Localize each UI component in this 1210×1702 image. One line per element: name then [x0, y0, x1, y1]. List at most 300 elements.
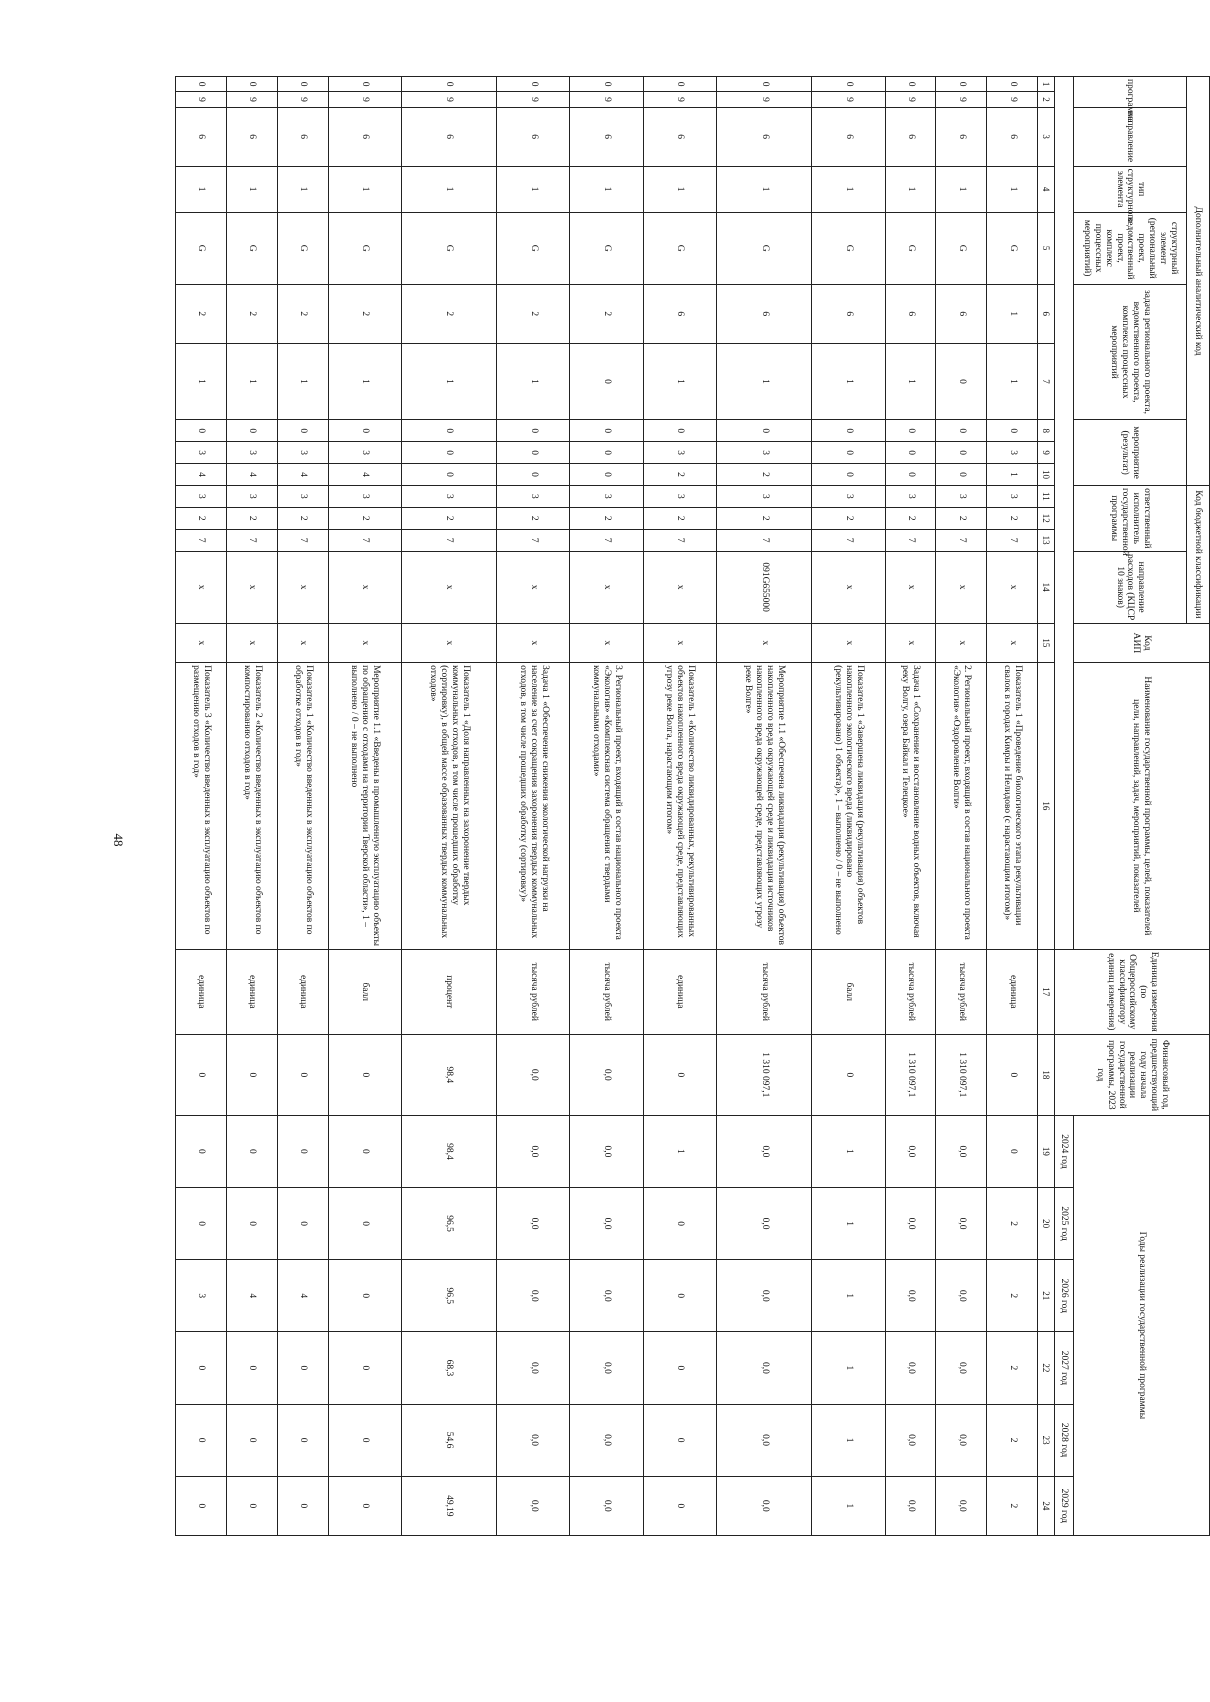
year-value-cell: 0 [176, 1476, 227, 1535]
code-cell: 1 [987, 166, 1038, 212]
code-cell: 4 [328, 464, 401, 486]
code-cell: 4 [226, 464, 277, 486]
code-cell: 0 [401, 77, 497, 92]
code-cell: 1 [936, 166, 987, 212]
code-cell: 1 [716, 343, 812, 420]
code-cell: 0 [328, 420, 401, 442]
code-cell: 9 [226, 92, 277, 107]
code-cell: 2 [328, 507, 401, 529]
code-cell: 9 [497, 92, 570, 107]
code-cell: x [277, 623, 328, 662]
index-cell: 17 [1038, 949, 1055, 1034]
year-value-cell: 0 [226, 1476, 277, 1535]
unit-cell: тысяча рублей [936, 949, 987, 1034]
year-value-cell: 0 [328, 1188, 401, 1260]
year-value-cell: 0 [328, 1404, 401, 1476]
code-cell: 2 [812, 507, 885, 529]
rotated-table-container [175, 76, 1210, 1536]
index-cell: 21 [1038, 1260, 1055, 1332]
year-value-cell: 49,19 [401, 1476, 497, 1535]
fin-year-cell: 0,0 [497, 1034, 570, 1115]
unit-cell: тысяча рублей [716, 949, 812, 1034]
code-cell: 2 [401, 284, 497, 343]
code-cell: 0 [176, 77, 227, 92]
year-value-cell: 0 [328, 1115, 401, 1187]
code-cell: 0 [885, 442, 936, 464]
year-value-cell: 0,0 [936, 1332, 987, 1404]
code-cell: x [497, 623, 570, 662]
table-row [716, 77, 812, 1536]
code-cell: 2 [226, 284, 277, 343]
row-name: Мероприятие 1.1 «Обеспечена ликвидация (рекультивация) объектов накопленного вреда окружающей среде и ликвидация источников накопленного вреда окружающей среде, представляющих угрозу реке Волге» [716, 663, 812, 950]
header-year-2029: 2029 год [1055, 1476, 1074, 1535]
year-value-cell: 0 [277, 1115, 328, 1187]
code-cell: 0 [716, 77, 812, 92]
code-cell: 0 [936, 420, 987, 442]
code-cell: 1 [328, 343, 401, 420]
code-cell: x [176, 623, 227, 662]
code-cell: 0 [936, 77, 987, 92]
unit-cell: тысяча рублей [497, 949, 570, 1034]
code-cell: G [497, 212, 570, 284]
index-cell: 19 [1038, 1115, 1055, 1187]
header-year-2028: 2028 год [1055, 1404, 1074, 1476]
row-name: Показатель 2 «Количество введенных в эксплуатацию объектов по компостированию отходов в год» [226, 663, 277, 950]
code-cell: 0 [226, 420, 277, 442]
year-value-cell: 0,0 [497, 1404, 570, 1476]
code-cell: x [987, 623, 1038, 662]
code-cell: 0 [987, 420, 1038, 442]
fin-year-cell: 0 [277, 1034, 328, 1115]
table-row [328, 77, 401, 1536]
code-cell: x [226, 551, 277, 623]
year-value-cell: 0,0 [497, 1260, 570, 1332]
code-cell: 6 [328, 107, 401, 166]
code-cell: x [885, 551, 936, 623]
code-cell: 7 [643, 529, 716, 551]
year-value-cell: 0 [277, 1332, 328, 1404]
year-value-cell: 0,0 [497, 1476, 570, 1535]
unit-cell: балл [328, 949, 401, 1034]
index-cell: 7 [1038, 343, 1055, 420]
code-cell: 0 [176, 420, 227, 442]
year-value-cell: 0 [328, 1332, 401, 1404]
code-cell: 2 [885, 507, 936, 529]
code-cell: 6 [716, 284, 812, 343]
row-name: Показатель 1 «Завершена ликвидация (рекультивация) объектов накопленного экологического вреда (ликвидировано (рекультивировано) 1 объекта)», 1 – выполнено / 0 – не выполнено [812, 663, 885, 950]
index-cell: 11 [1038, 485, 1055, 507]
code-cell: 0 [570, 442, 643, 464]
code-cell: G [277, 212, 328, 284]
code-cell: x [328, 551, 401, 623]
code-cell: 6 [176, 107, 227, 166]
code-cell: 1 [401, 343, 497, 420]
code-cell: x [643, 623, 716, 662]
index-row [1038, 77, 1055, 1536]
year-value-cell: 0,0 [497, 1332, 570, 1404]
code-cell: 9 [643, 92, 716, 107]
year-value-cell: 0 [643, 1332, 716, 1404]
header-spacer [1055, 77, 1074, 950]
header-otv: ответственный исполнитель государственной программы [1074, 485, 1187, 551]
code-cell: 2 [497, 284, 570, 343]
code-cell: x [570, 623, 643, 662]
page-number: 48 [111, 833, 126, 847]
code-cell: 3 [176, 485, 227, 507]
code-cell: 2 [936, 507, 987, 529]
code-cell: 3 [716, 442, 812, 464]
row-name: 3. Региональный проект, входящий в состав национального проекта «Экология» «Комплексная система обращения с твердыми коммунальными отходами» [570, 663, 643, 950]
fin-year-cell: 1 310 097,1 [716, 1034, 812, 1115]
code-cell: x [716, 623, 812, 662]
program-table [175, 76, 1210, 1536]
code-cell: 9 [716, 92, 812, 107]
year-value-cell: 0,0 [716, 1332, 812, 1404]
unit-cell: процент [401, 949, 497, 1034]
code-cell: 1 [277, 166, 328, 212]
index-cell: 20 [1038, 1188, 1055, 1260]
code-cell: 6 [226, 107, 277, 166]
row-name: Показатель 1 «Количество введенных в эксплуатацию объектов по обработке отходов в год» [277, 663, 328, 950]
code-cell: 2 [176, 507, 227, 529]
code-cell: G [328, 212, 401, 284]
year-value-cell: 0 [987, 1115, 1038, 1187]
index-cell: 12 [1038, 507, 1055, 529]
year-value-cell: 0,0 [716, 1115, 812, 1187]
header-years-group: Годы реализации государственной программы [1074, 1115, 1210, 1535]
code-cell: 3 [497, 485, 570, 507]
index-cell: 22 [1038, 1332, 1055, 1404]
year-value-cell: 0 [643, 1260, 716, 1332]
code-cell: 0 [328, 77, 401, 92]
index-cell: 5 [1038, 212, 1055, 284]
code-cell: 7 [497, 529, 570, 551]
index-cell: 16 [1038, 663, 1055, 950]
code-cell: x [812, 551, 885, 623]
fin-year-cell: 0 [328, 1034, 401, 1115]
header-analytic-code: Дополнительный аналитический код [1187, 77, 1210, 486]
code-cell: x [497, 551, 570, 623]
year-value-cell: 98,4 [401, 1115, 497, 1187]
code-cell: 1 [328, 166, 401, 212]
table-row [643, 77, 716, 1536]
code-cell: 1 [277, 343, 328, 420]
index-cell: 2 [1038, 92, 1055, 107]
code-cell: 2 [570, 507, 643, 529]
table-row [497, 77, 570, 1536]
code-cell: 9 [570, 92, 643, 107]
index-cell: 15 [1038, 623, 1055, 662]
code-cell: 0 [885, 464, 936, 486]
code-cell: x [570, 551, 643, 623]
code-cell: 0 [570, 464, 643, 486]
table-row [226, 77, 277, 1536]
code-cell: 2 [277, 284, 328, 343]
code-cell: 3 [987, 485, 1038, 507]
code-cell: 2 [328, 284, 401, 343]
code-cell: 0 [401, 420, 497, 442]
index-cell: 9 [1038, 442, 1055, 464]
header-tip: тип структурного элемента [1074, 166, 1187, 212]
index-cell: 6 [1038, 284, 1055, 343]
code-cell: x [643, 551, 716, 623]
code-cell: 2 [497, 507, 570, 529]
code-cell: 7 [936, 529, 987, 551]
code-cell: 0 [570, 420, 643, 442]
code-cell: 0 [277, 420, 328, 442]
code-cell: 2 [570, 284, 643, 343]
code-cell: 3 [277, 442, 328, 464]
year-value-cell: 0,0 [885, 1115, 936, 1187]
code-cell: 6 [643, 107, 716, 166]
year-value-cell: 2 [987, 1260, 1038, 1332]
fin-year-cell: 0 [812, 1034, 885, 1115]
unit-cell: единица [226, 949, 277, 1034]
year-value-cell: 4 [226, 1260, 277, 1332]
header-name: Наименование государственной программы, целей, показателей цели, направлений, задач, мероприятий, показателей [1074, 663, 1210, 950]
code-cell: G [987, 212, 1038, 284]
year-value-cell: 0 [328, 1476, 401, 1535]
code-cell: 6 [936, 284, 987, 343]
header-year-2024: 2024 год [1055, 1115, 1074, 1187]
code-cell: G [401, 212, 497, 284]
year-value-cell: 0,0 [936, 1115, 987, 1187]
year-value-cell: 0,0 [570, 1332, 643, 1404]
year-value-cell: 1 [812, 1115, 885, 1187]
code-cell: 3 [328, 442, 401, 464]
year-value-cell: 0 [277, 1476, 328, 1535]
year-value-cell: 0,0 [716, 1260, 812, 1332]
row-name: Показатель 3 «Количество введенных в эксплуатацию объектов по размещению отходов в год» [176, 663, 227, 950]
year-value-cell: 0 [176, 1115, 227, 1187]
code-cell: 1 [401, 166, 497, 212]
code-cell: 6 [277, 107, 328, 166]
code-cell: 0 [936, 442, 987, 464]
code-cell: 1 [987, 284, 1038, 343]
code-cell: 7 [176, 529, 227, 551]
code-cell: 1 [570, 166, 643, 212]
index-cell: 3 [1038, 107, 1055, 166]
code-cell: 1 [812, 343, 885, 420]
fin-year-cell: 0 [176, 1034, 227, 1115]
fin-year-cell: 98,4 [401, 1034, 497, 1115]
code-cell: 2 [716, 507, 812, 529]
code-cell: 1 [812, 166, 885, 212]
code-cell: G [885, 212, 936, 284]
code-cell: 7 [812, 529, 885, 551]
code-cell: 4 [277, 464, 328, 486]
code-cell: 2 [987, 507, 1038, 529]
index-cell: 8 [1038, 420, 1055, 442]
code-cell: G [936, 212, 987, 284]
code-cell: x [226, 623, 277, 662]
year-value-cell: 96,5 [401, 1260, 497, 1332]
table-row [987, 77, 1038, 1536]
code-cell: G [716, 212, 812, 284]
year-value-cell: 0,0 [570, 1188, 643, 1260]
code-cell: 0 [643, 420, 716, 442]
unit-cell: балл [812, 949, 885, 1034]
code-cell: 3 [987, 442, 1038, 464]
code-cell: 3 [401, 485, 497, 507]
table-row [277, 77, 328, 1536]
year-value-cell: 0,0 [936, 1404, 987, 1476]
code-cell: 1 [716, 166, 812, 212]
code-cell: 1 [987, 464, 1038, 486]
code-cell: 3 [176, 442, 227, 464]
code-cell: 7 [226, 529, 277, 551]
code-cell: 6 [716, 107, 812, 166]
code-cell: 0 [570, 77, 643, 92]
index-cell: 18 [1038, 1034, 1055, 1115]
year-value-cell: 1 [812, 1404, 885, 1476]
year-value-cell: 96,5 [401, 1188, 497, 1260]
row-name: Мероприятие 1.1 «Введены в промышленную эксплуатацию объекты по обращению с отходами на территории Тверской области», 1 – выполнено / 0 – не выполнено [328, 663, 401, 950]
code-cell: G [812, 212, 885, 284]
code-cell: 6 [936, 107, 987, 166]
code-cell: 2 [226, 507, 277, 529]
code-cell: 091G655000 [716, 551, 812, 623]
header-programma: программа [1074, 77, 1187, 108]
code-cell: 3 [716, 485, 812, 507]
code-cell: 9 [885, 92, 936, 107]
code-cell: 0 [401, 464, 497, 486]
year-value-cell: 0 [176, 1188, 227, 1260]
year-value-cell: 0,0 [885, 1476, 936, 1535]
code-cell: 6 [401, 107, 497, 166]
header-year-2025: 2025 год [1055, 1188, 1074, 1260]
year-value-cell: 0,0 [716, 1404, 812, 1476]
year-value-cell: 0 [643, 1476, 716, 1535]
year-value-cell: 1 [812, 1476, 885, 1535]
code-cell: 3 [226, 442, 277, 464]
index-cell: 24 [1038, 1476, 1055, 1535]
year-value-cell: 0 [226, 1404, 277, 1476]
code-cell: 0 [987, 77, 1038, 92]
code-cell: 9 [812, 92, 885, 107]
year-value-cell: 0,0 [716, 1188, 812, 1260]
code-cell: 9 [987, 92, 1038, 107]
index-cell: 1 [1038, 77, 1055, 92]
row-name: Задача 1 «Сохранение и восстановление водных объектов, включая реку Волгу, озера Байкал и Телецкое» [885, 663, 936, 950]
code-cell: 4 [176, 464, 227, 486]
code-cell: x [401, 551, 497, 623]
row-name: Задача 1 «Обеспечение снижения экологической нагрузки на население за счет сокращения захоронения твердых коммунальных отходов, в том числе прошедших обработку (сортировку)» [497, 663, 570, 950]
code-cell: x [885, 623, 936, 662]
code-cell: x [812, 623, 885, 662]
code-cell: 6 [643, 284, 716, 343]
year-value-cell: 0 [643, 1404, 716, 1476]
code-cell: x [277, 551, 328, 623]
fin-year-cell: 0 [226, 1034, 277, 1115]
row-name: 2. Региональный проект, входящий в состав национального проекта «Экология» «Оздоровление Волги» [936, 663, 987, 950]
code-cell: 1 [176, 166, 227, 212]
code-cell: 7 [716, 529, 812, 551]
code-cell: 9 [277, 92, 328, 107]
code-cell: 6 [812, 107, 885, 166]
code-cell: 0 [570, 343, 643, 420]
code-cell: 3 [226, 485, 277, 507]
year-value-cell: 0,0 [497, 1115, 570, 1187]
table-row [176, 77, 227, 1536]
unit-cell: тысяча рублей [570, 949, 643, 1034]
unit-cell: единица [643, 949, 716, 1034]
year-value-cell: 1 [812, 1332, 885, 1404]
code-cell: 6 [812, 284, 885, 343]
year-value-cell: 2 [987, 1476, 1038, 1535]
code-cell: 9 [401, 92, 497, 107]
year-value-cell: 0 [643, 1188, 716, 1260]
code-cell: 7 [885, 529, 936, 551]
year-value-cell: 0 [176, 1332, 227, 1404]
code-cell: 3 [936, 485, 987, 507]
year-value-cell: 1 [812, 1260, 885, 1332]
year-value-cell: 4 [277, 1260, 328, 1332]
header-struct: структурный элемент (региональный проект, ведомственный проект, комплекс процессных мероприятий) [1074, 212, 1187, 284]
header-kod-aip: Код АИП [1074, 623, 1210, 662]
header-year-2027: 2027 год [1055, 1332, 1074, 1404]
unit-cell: тысяча рублей [885, 949, 936, 1034]
header-rashod: направление расходов (КЦСР 10 знаков) [1074, 551, 1187, 623]
year-value-cell: 0,0 [885, 1260, 936, 1332]
code-cell: x [987, 551, 1038, 623]
code-cell: 2 [176, 284, 227, 343]
unit-cell: единица [987, 949, 1038, 1034]
code-cell: 3 [643, 442, 716, 464]
index-cell: 23 [1038, 1404, 1055, 1476]
year-value-cell: 0,0 [885, 1188, 936, 1260]
code-cell: 2 [716, 464, 812, 486]
year-value-cell: 0 [277, 1188, 328, 1260]
code-cell: 3 [328, 485, 401, 507]
year-value-cell: 68,3 [401, 1332, 497, 1404]
header-unit: Единица измерения (по Общероссийскому классификатору единиц измерения) [1055, 949, 1210, 1034]
table-body [176, 77, 1055, 1536]
code-cell: 2 [643, 507, 716, 529]
code-cell: 2 [401, 507, 497, 529]
code-cell: 0 [812, 77, 885, 92]
unit-cell: единица [176, 949, 227, 1034]
index-cell: 4 [1038, 166, 1055, 212]
code-cell: 3 [277, 485, 328, 507]
index-cell: 13 [1038, 529, 1055, 551]
code-cell: x [936, 551, 987, 623]
code-cell: 7 [328, 529, 401, 551]
code-cell: x [328, 623, 401, 662]
header-budget-code: Код бюджетной классификации [1187, 485, 1210, 623]
year-value-cell: 0 [226, 1115, 277, 1187]
code-cell: 3 [812, 485, 885, 507]
code-cell: 1 [643, 166, 716, 212]
code-cell: 1 [226, 166, 277, 212]
code-cell: 1 [885, 166, 936, 212]
code-cell: 7 [987, 529, 1038, 551]
code-cell: 0 [812, 420, 885, 442]
year-value-cell: 2 [987, 1404, 1038, 1476]
year-value-cell: 0 [226, 1332, 277, 1404]
code-cell: 3 [570, 485, 643, 507]
code-cell: 6 [570, 107, 643, 166]
fin-year-cell: 0 [987, 1034, 1038, 1115]
code-cell: 9 [328, 92, 401, 107]
year-value-cell: 0,0 [936, 1188, 987, 1260]
code-cell: 6 [885, 107, 936, 166]
year-value-cell: 0,0 [716, 1476, 812, 1535]
code-cell: 1 [226, 343, 277, 420]
code-cell: 9 [176, 92, 227, 107]
unit-cell: единица [277, 949, 328, 1034]
code-cell: 3 [643, 485, 716, 507]
